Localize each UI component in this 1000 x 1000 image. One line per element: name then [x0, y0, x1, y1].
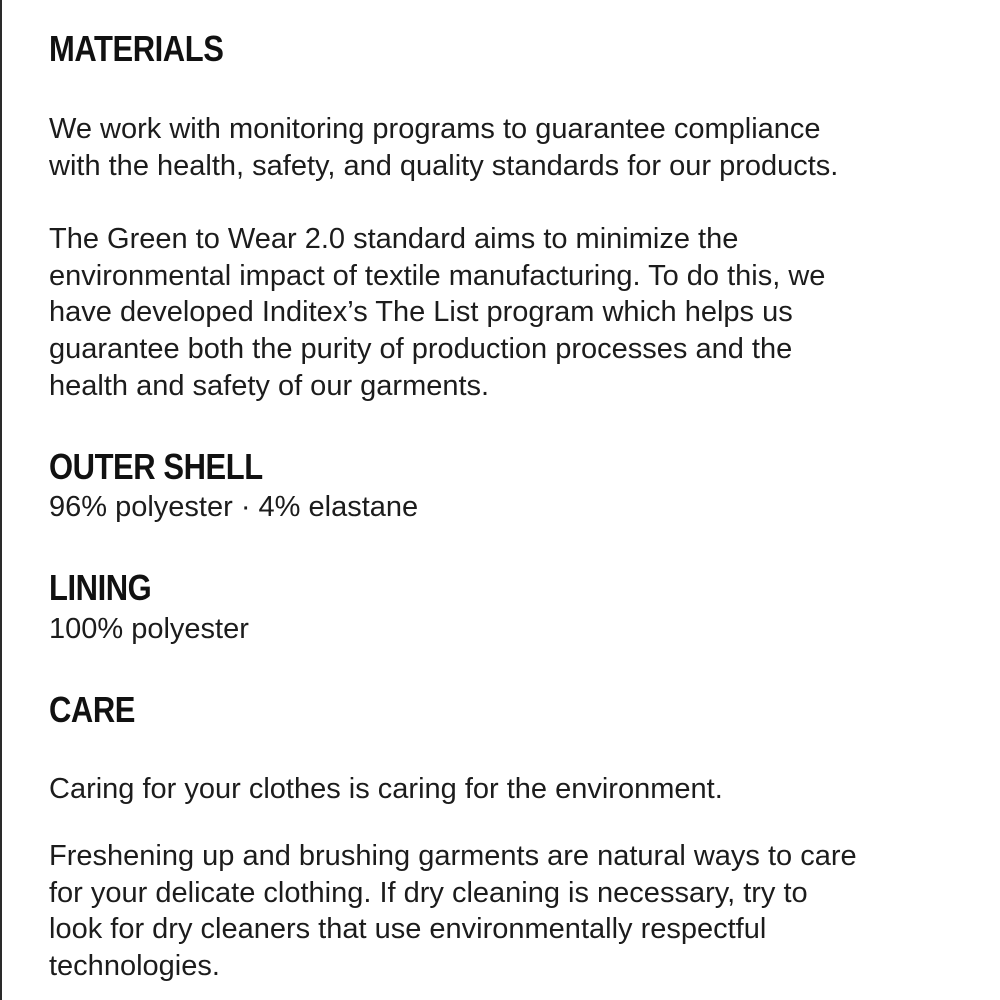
care-paragraph-environment: Caring for your clothes is caring for the environment. [49, 773, 723, 805]
outer-shell-composition: 96% polyester · 4% elastane [49, 491, 419, 523]
materials-heading: MATERIALS [49, 28, 224, 69]
care-paragraph-dry-cleaning: Freshening up and brushing garments are natural ways to care for your delicate clothing. If dry cleaning is necessary, try to look for dry cleaners that use environmentally respectful technologies. [49, 840, 857, 983]
lining-heading: LINING [49, 567, 152, 608]
left-border-divider [0, 0, 2, 1000]
materials-paragraph-green-to-wear: The Green to Wear 2.0 standard aims to minimize the environmental impact of textile manufacturing. To do this, we have developed Inditex’s The List program which helps us guarantee both the purity of production processes and the health and safety of our garments. [49, 223, 826, 402]
care-heading: CARE [49, 689, 136, 730]
outer-shell-heading: OUTER SHELL [49, 446, 263, 487]
lining-composition: 100% polyester [49, 613, 249, 645]
materials-paragraph-compliance: We work with monitoring programs to guarantee compliance with the health, safety, and quality standards for our products. [49, 113, 839, 182]
